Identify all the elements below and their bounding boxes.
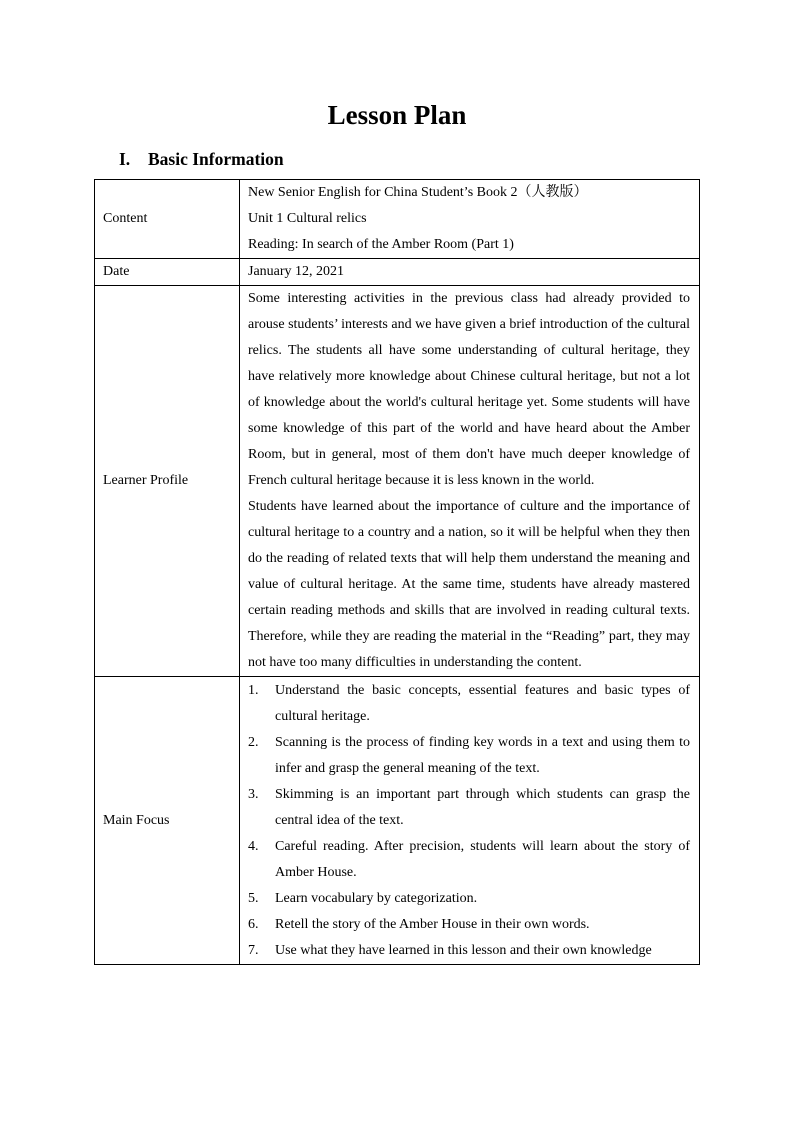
main-focus-label: Main Focus <box>95 677 240 965</box>
main-focus-row <box>95 677 700 965</box>
page-title: Lesson Plan <box>327 100 467 130</box>
section-heading <box>119 149 284 170</box>
list-item-number: 2. <box>248 735 259 750</box>
learner-profile-paragraph: Some interesting activities in the previous class had already provided to arouse students’ interests and we have given a brief introduction of the cultural relics. The students all have some understanding of cultural heritage, they have relatively more knowledge about Chinese cultural heritage, but not a lot of knowledge about the world's cultural heritage yet. Some students will have some knowledge of this part of the world and have heard about the Amber Room, but in general, most of them don't have much deeper knowledge of French cultural heritage because it is less known in the world. <box>248 291 690 488</box>
list-item-text: Skimming is an important part through which students can grasp the central idea of the text. <box>275 787 690 828</box>
list-item <box>248 938 690 964</box>
date-row <box>95 259 700 286</box>
list-item-number: 4. <box>248 839 259 854</box>
list-item-number: 6. <box>248 917 259 932</box>
basic-information-table <box>94 179 700 965</box>
list-item-text: Careful reading. After precision, students will learn about the story of Amber House. <box>275 839 690 880</box>
content-value <box>240 180 700 259</box>
learner-profile-row <box>95 286 700 677</box>
list-item <box>248 782 690 834</box>
list-item-text: Understand the basic concepts, essential features and basic types of cultural heritage. <box>275 683 690 724</box>
list-item-text: Learn vocabulary by categorization. <box>275 891 478 906</box>
list-item-text: Use what they have learned in this lesson and their own knowledge <box>275 943 652 958</box>
content-row <box>95 180 700 259</box>
list-item-number: 7. <box>248 943 259 958</box>
content-line-reading: Reading: In search of the Amber Room (Part 1) <box>248 237 514 252</box>
content-line-book: New Senior English for China Student’s Book 2（人教版） <box>248 185 588 200</box>
list-item-number: 5. <box>248 891 259 906</box>
section-title: Basic Information <box>148 149 284 169</box>
date-label: Date <box>95 259 240 286</box>
learner-profile-label: Learner Profile <box>95 286 240 677</box>
list-item-number: 3. <box>248 787 259 802</box>
learner-profile-paragraph: Students have learned about the importance of culture and the importance of cultural heritage to a country and a nation, so it will be helpful when they then do the reading of related texts that will help them understand the meaning and value of cultural heritage. At the same time, students have already mastered certain reading methods and skills that are involved in reading cultural texts. Therefore, while they are reading the material in the “Reading” part, they may not have too many difficulties in understanding the content. <box>248 499 690 670</box>
list-item-number: 1. <box>248 683 259 698</box>
list-item <box>248 912 690 938</box>
list-item-text: Scanning is the process of finding key words in a text and using them to infer and grasp the general meaning of the text. <box>275 735 690 776</box>
learner-profile-value <box>240 286 700 677</box>
content-line-unit: Unit 1 Cultural relics <box>248 211 367 226</box>
list-item <box>248 886 690 912</box>
section-number: I. <box>119 149 131 169</box>
main-focus-list <box>248 678 690 964</box>
list-item <box>248 678 690 730</box>
main-focus-value <box>240 677 700 965</box>
list-item <box>248 730 690 782</box>
content-label: Content <box>95 180 240 259</box>
list-item <box>248 834 690 886</box>
date-value: January 12, 2021 <box>240 259 700 286</box>
list-item-text: Retell the story of the Amber House in their own words. <box>275 917 590 932</box>
